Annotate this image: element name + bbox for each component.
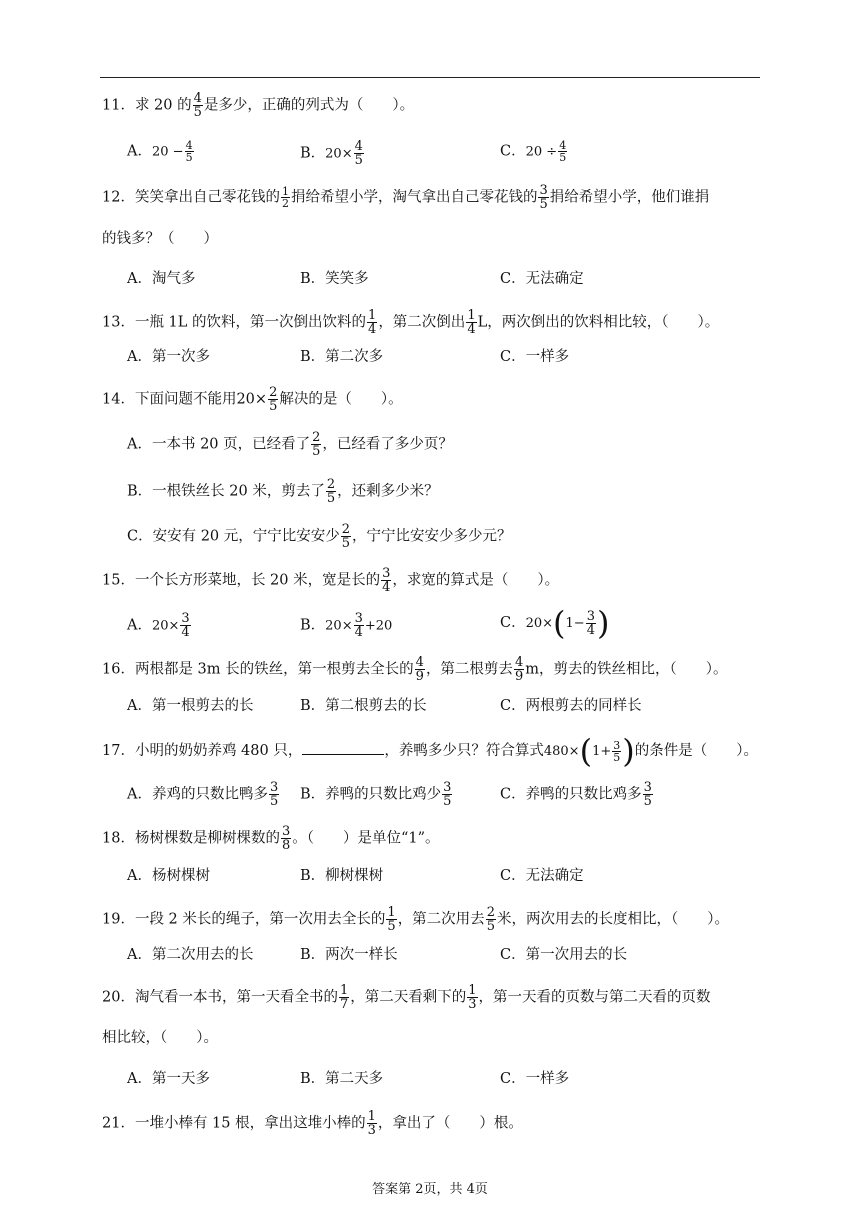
- question-11: [102, 92, 414, 119]
- option-a: A．第二次用去的长: [127, 947, 254, 963]
- fraction: $\frac{2}{5}$: [269, 385, 278, 414]
- page-footer: 答案第 2页，共 4页: [372, 1182, 488, 1197]
- answer-blank: [302, 740, 384, 755]
- option-a: A．20× $\frac{3}{4}$: [127, 611, 190, 640]
- option-c: C．20×(1− $\frac{3}{4}$ ): [500, 604, 610, 642]
- fraction: $\frac{4}{5}$: [193, 91, 202, 120]
- fraction: $\frac{4}{9}$: [514, 655, 524, 684]
- fraction: $\frac{1}{3}$: [367, 1109, 376, 1138]
- question-number: 11．: [102, 97, 135, 114]
- fraction: $\frac{1}{3}$: [468, 983, 477, 1012]
- option-b: B．第二次多: [300, 349, 384, 365]
- option-a: A．第一根剪去的长: [127, 698, 254, 714]
- option-a: A．第一次多: [127, 349, 210, 365]
- option-b: B．柳树棵树: [300, 868, 384, 884]
- question-19: 19．一段 2 米长的绳子，第一次用去全长的 $\frac{1}{5}$ ，第二次用去 $\frac{2}{5}$ 米，两次用去的长度相比，（ ）。: [102, 905, 729, 934]
- question-16: 16．两根都是 3m 长的铁丝，第一根剪去全长的 $\frac{4}{9}$ ，第二根剪去 $\frac{4}{9}$ m，剪去的铁丝相比，（ ）。: [102, 655, 728, 684]
- fraction: $\frac{1}{4}$: [467, 308, 476, 337]
- option-b: B．第二根剪去的长: [300, 698, 427, 714]
- option-c: C．一样多: [500, 1071, 570, 1087]
- option-b: B．两次一样长: [300, 947, 398, 963]
- option-a: A．20 − $\frac{4}{5}$: [127, 139, 193, 164]
- option-b: B．笑笑多: [300, 271, 369, 287]
- question-14: 14．下面问题不能用20× $\frac{2}{5}$ 解决的是（ ）。: [102, 385, 403, 414]
- option-c: C．一样多: [500, 349, 570, 365]
- option-b: B．养鸭的只数比鸡少 $\frac{3}{5}$: [300, 780, 452, 809]
- option-b: B．第二天多: [300, 1071, 384, 1087]
- option-a: A．淘气多: [127, 271, 196, 287]
- option-c: C．第一次用去的长: [500, 947, 628, 963]
- option-a: A．养鸡的只数比鸭多 $\frac{3}{5}$: [127, 780, 279, 809]
- option-a: A．杨树棵树: [127, 868, 210, 884]
- fraction: $\frac{2}{5}$: [486, 905, 495, 934]
- option-c: C．20 ÷ $\frac{4}{5}$: [500, 139, 567, 164]
- fraction: $\frac{3}{5}$: [539, 183, 548, 212]
- fraction: $\frac{3}{4}$: [382, 566, 391, 595]
- question-12: 12．笑笑拿出自己零花钱的 $\frac{1}{2}$ 捐给希望小学，淘气拿出自己零花钱的 $\frac{3}{5}$ 捐给希望小学，他们谁捐: [102, 183, 710, 212]
- header-rule: [100, 77, 760, 78]
- option-c: C．两根剪去的同样长: [500, 698, 642, 714]
- option-c: C．安安有 20 元，宁宁比安安少 $\frac{2}{5}$ ，宁宁比安安少多少元？: [127, 522, 512, 551]
- fraction: $\frac{3}{8}$: [281, 824, 291, 853]
- option-b: B．20× $\frac{3}{4}$ +20: [300, 611, 393, 640]
- fraction: $\frac{1}{2}$: [281, 185, 289, 210]
- question-text: 是多少，正确的列式为（ ）。: [203, 97, 415, 114]
- question-text: 求 20 的: [134, 97, 192, 114]
- question-12-cont: 的钱多？（ ）: [102, 231, 218, 247]
- question-18: 18．杨树棵数是柳树棵数的 $\frac{3}{8}$ 。（ ）是单位“1”。: [102, 824, 440, 853]
- option-b: B．20× $\frac{4}{5}$: [300, 139, 363, 168]
- fraction: $\frac{3}{5}$: [613, 738, 621, 764]
- option-a: A．第一天多: [127, 1071, 210, 1087]
- question-21: 21．一堆小棒有 15 根，拿出这堆小棒的 $\frac{1}{3}$ ，拿出了（ ）根。: [102, 1109, 523, 1138]
- question-15: 15．一个长方形菜地，长 20 米，宽是长的 $\frac{3}{4}$ ，求宽的算式是（ ）。: [102, 566, 560, 595]
- fraction: $\frac{1}{5}$: [387, 905, 396, 934]
- question-20-cont: 相比较，（ ）。: [102, 1030, 218, 1046]
- option-b: B．一根铁丝长 20 米，剪去了 $\frac{2}{5}$ ，还剩多少米？: [127, 477, 439, 506]
- option-c: C．无法确定: [500, 271, 584, 287]
- question-20: 20．淘气看一本书，第一天看全书的 $\frac{1}{7}$ ，第二天看剩下的 $\frac{1}{3}$ ，第一天看的页数与第二天看的页数: [102, 983, 711, 1012]
- option-a: A．一本书 20 页，已经看了 $\frac{2}{5}$ ，已经看了多少页？: [127, 430, 453, 459]
- option-c: C．无法确定: [500, 868, 584, 884]
- fraction: $\frac{4}{9}$: [415, 655, 424, 684]
- question-17: 17．小明的奶奶养鸡 480 只， ，养鸭多少只？符合算式480×(1+ $\frac{3}{5}$ )的条件是（ ）。: [102, 732, 758, 770]
- fraction: $\frac{1}{7}$: [339, 983, 349, 1012]
- option-c: C．养鸭的只数比鸡多 $\frac{3}{5}$: [500, 780, 652, 809]
- fraction: $\frac{1}{4}$: [368, 308, 377, 337]
- question-13: 13．一瓶 1L 的饮料，第一次倒出饮料的 $\frac{1}{4}$ ，第二次倒出 $\frac{1}{4}$ L，两次倒出的饮料相比较，（ ）。: [102, 308, 720, 337]
